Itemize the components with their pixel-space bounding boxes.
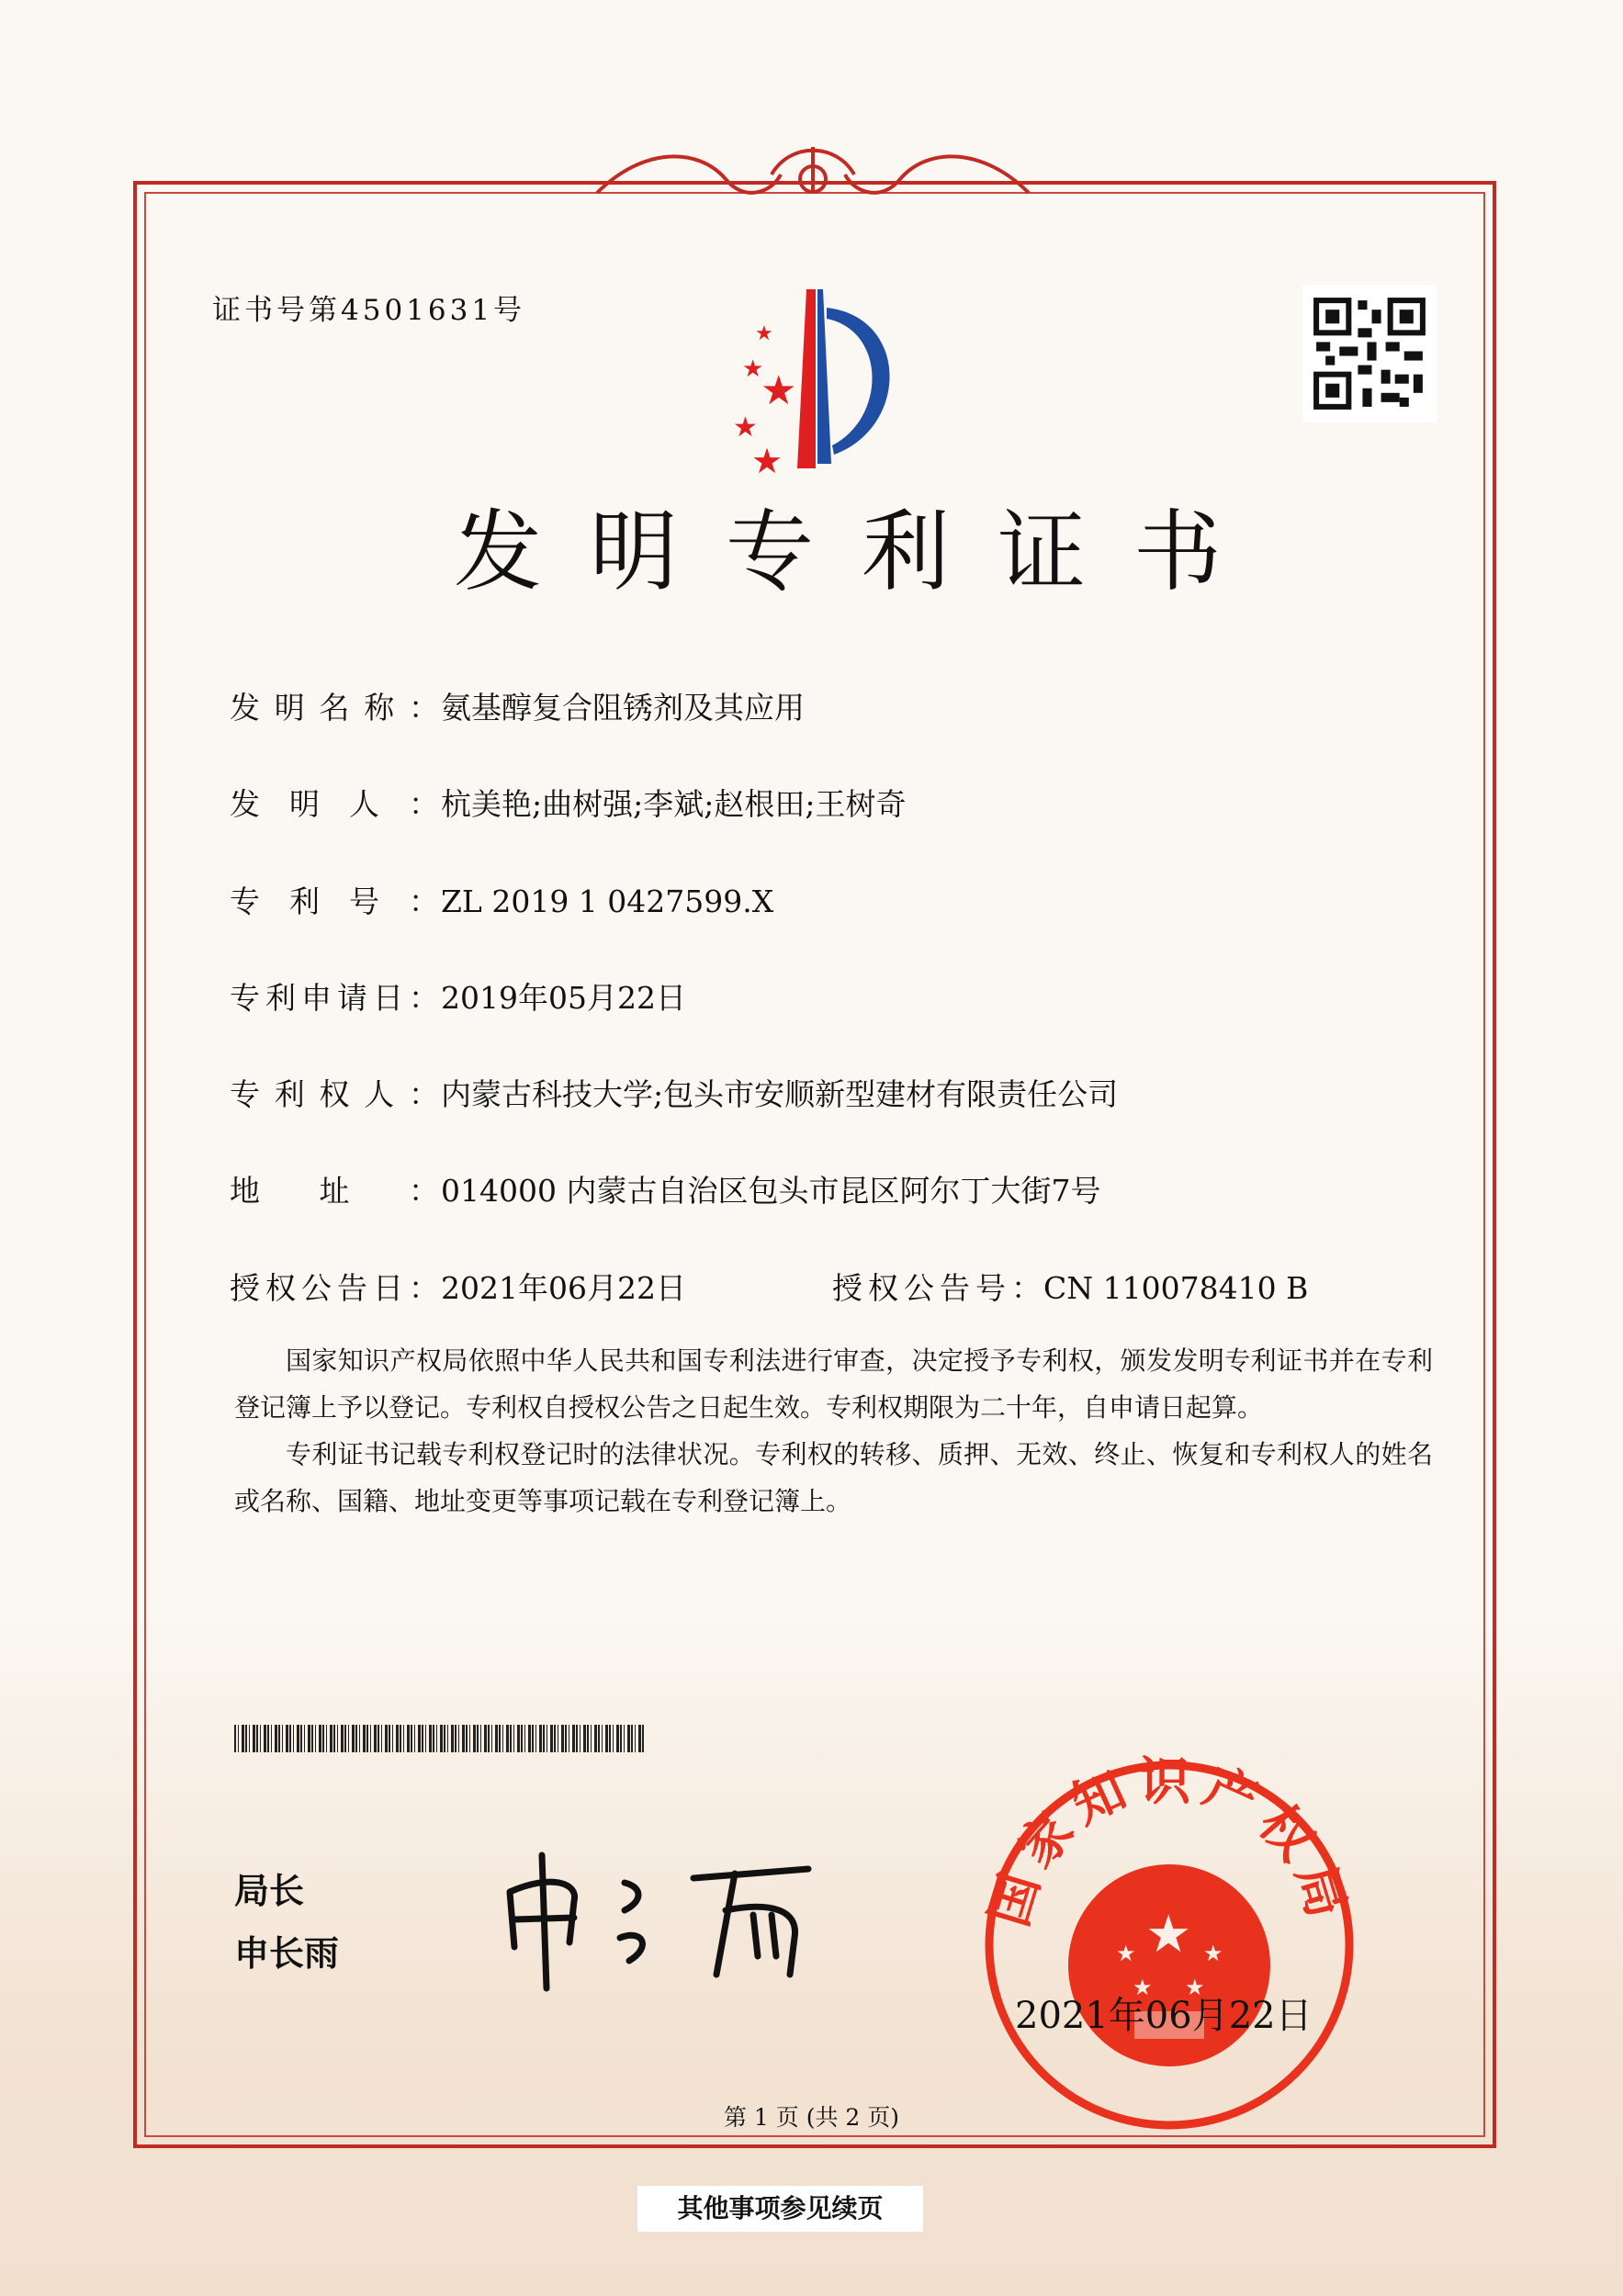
field-label: 地址： — [230, 1173, 439, 1209]
field-value: 014000 内蒙古自治区包头市昆区阿尔丁大街7号 — [441, 1173, 1101, 1209]
page-title: 发明专利证书 — [454, 501, 1269, 603]
field-label: 专利号： — [230, 884, 439, 919]
field-grant-date — [230, 1265, 686, 1308]
cnipa-logo — [698, 289, 937, 473]
field-value: CN 110078410 B — [1043, 1270, 1309, 1306]
field-label: 授权公告日： — [230, 1270, 439, 1306]
field-value: 2019年05月22日 — [441, 980, 686, 1016]
logo-blue-arc — [827, 308, 890, 455]
field-inventors — [230, 781, 906, 824]
official-seal — [978, 1754, 1360, 2136]
svg-text:★: ★ — [1116, 1941, 1136, 1966]
field-value: ZL 2019 1 0427599.X — [441, 884, 774, 919]
field-value: 氨基醇复合阻锈剂及其应用 — [441, 690, 805, 726]
svg-text:★: ★ — [751, 441, 783, 473]
certificate-number: 证书号第4501631号 — [212, 294, 526, 327]
field-value: 2021年06月22日 — [441, 1270, 686, 1306]
svg-text:★: ★ — [1133, 1975, 1153, 2000]
statement-paragraph: 专利证书记载专利权登记时的法律状况。专利权的转移、质押、无效、终止、恢复和专利权人的姓名或名称、国籍、地址变更等事项记载在专利登记簿上。 — [234, 1439, 1433, 1516]
field-patent-number — [230, 878, 773, 921]
svg-text:★: ★ — [1185, 1975, 1205, 2000]
field-label: 发明人： — [230, 786, 439, 822]
field-address — [230, 1167, 1100, 1210]
field-application-date — [230, 974, 686, 1018]
svg-text:★: ★ — [733, 411, 758, 444]
field-value: 杭美艳;曲树强;李斌;赵根田;王树奇 — [441, 786, 907, 822]
field-invention-name — [230, 684, 805, 727]
barcode — [234, 1725, 645, 1752]
field-value: 内蒙古科技大学;包头市安顺新型建材有限责任公司 — [441, 1076, 1119, 1112]
qr-code — [1302, 285, 1437, 422]
field-label: 专利权人： — [230, 1076, 439, 1112]
seal-text: 国家知识产权局 — [978, 1754, 1360, 1933]
field-label: 专利申请日： — [230, 980, 439, 1016]
svg-text:★: ★ — [742, 355, 764, 383]
field-label: 发明名称： — [230, 690, 439, 726]
continued-note: 其他事项参见续页 — [637, 2186, 923, 2232]
director-signature — [496, 1837, 836, 1993]
director-name: 申长雨 — [234, 1933, 340, 1974]
top-ornament — [588, 138, 1038, 220]
certificate-statement — [234, 1337, 1433, 1525]
star-icons — [733, 322, 796, 473]
seal-date: 2021年06月22日 — [1015, 1995, 1313, 2037]
director-title: 局长 — [234, 1871, 305, 1911]
field-label: 授权公告号： — [832, 1270, 1042, 1306]
statement-paragraph: 国家知识产权局依照中华人民共和国专利法进行审查，决定授予专利权，颁发发明专利证书并在专利登记簿上予以登记。专利权自授权公告之日起生效。专利权期限为二十年，自申请日起算。 — [234, 1345, 1433, 1423]
svg-text:★: ★ — [1145, 1905, 1192, 1964]
field-announcement-number — [832, 1265, 1308, 1308]
page-indicator: 第 1 页 (共 2 页) — [723, 2104, 900, 2131]
svg-text:★: ★ — [761, 367, 797, 414]
svg-text:★: ★ — [755, 322, 773, 345]
logo-red-stroke — [797, 289, 816, 468]
svg-text:★: ★ — [1203, 1941, 1223, 1966]
field-patentee — [230, 1071, 1118, 1114]
